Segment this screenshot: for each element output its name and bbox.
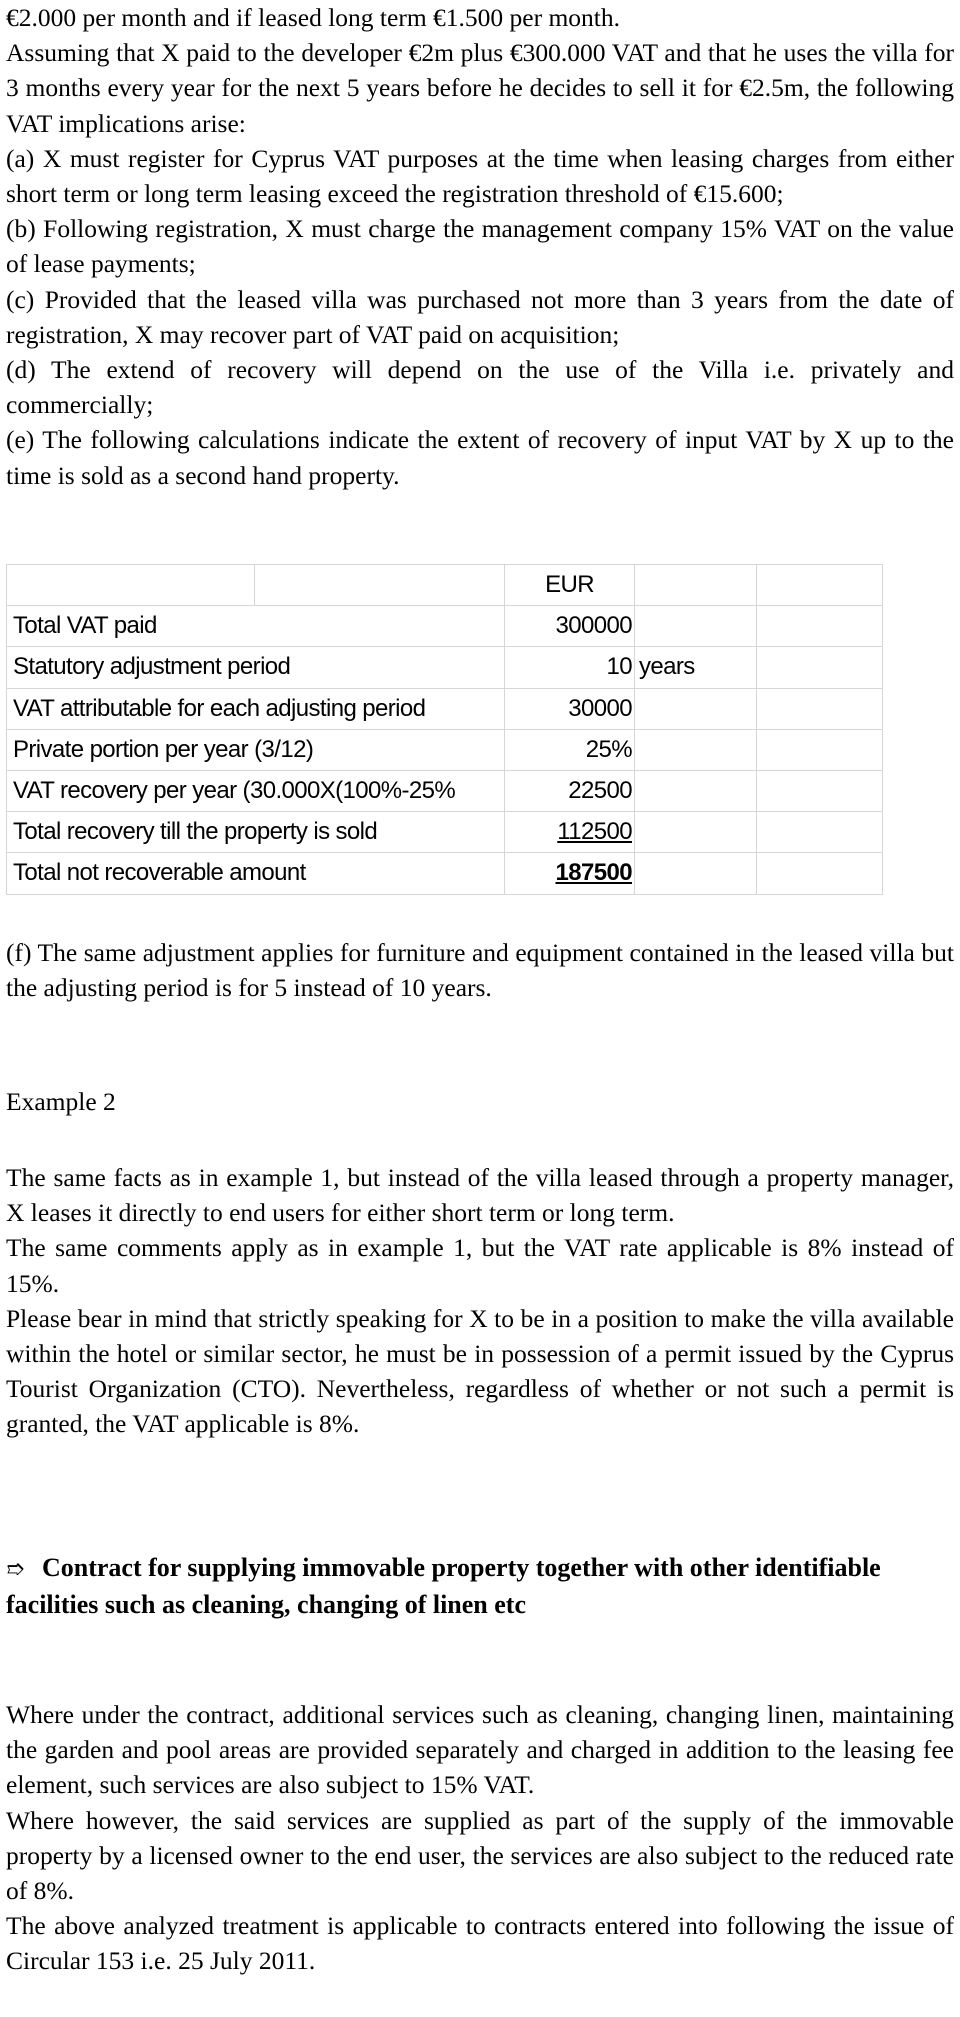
row-label: Total VAT paid	[7, 606, 505, 647]
row-value: 22500	[505, 770, 635, 811]
item-c: (c) Provided that the leased villa was purchased not more than 3 years from the date of registration, X may recover part of VAT paid on acquisition;	[6, 284, 954, 349]
item-f-section	[6, 935, 954, 1005]
row-value: 30000	[505, 688, 635, 729]
row-value: 25%	[505, 729, 635, 770]
example-2-section	[6, 1160, 954, 1442]
row-value: 187500	[505, 853, 635, 894]
example-2-title: Example 2	[6, 1087, 116, 1116]
example-2-paragraph-2: The same comments apply as in example 1, but the VAT rate applicable is 8% instead of 15%.	[6, 1233, 954, 1298]
item-b: (b) Following registration, X must charge the management company 15% VAT on the value of lease payments;	[6, 214, 954, 279]
item-f: (f) The same adjustment applies for furniture and equipment contained in the leased villa but the adjusting period is for 5 instead of 10 years.	[6, 938, 954, 1003]
vat-calculation-table	[6, 564, 882, 894]
row-label: Private portion per year (3/12)	[7, 729, 505, 770]
row-label: Statutory adjustment period	[7, 647, 505, 688]
table-row	[7, 606, 883, 647]
row-label: VAT recovery per year (30.000X(100%-25%	[7, 770, 505, 811]
item-a: (a) X must register for Cyprus VAT purposes at the time when leasing charges from either short term or long term leasing exceed the registration threshold of €15.600;	[6, 143, 954, 209]
example-2-paragraph-1: The same facts as in example 1, but instead of the villa leased through a property manager, X leases it directly to end users for either short term or long term.	[6, 1163, 954, 1228]
example-2-title-block	[6, 1084, 954, 1119]
row-unit: years	[635, 647, 757, 688]
closing-paragraph-2: Where however, the said services are supplied as part of the supply of the immovable property by a licensed owner to the end user, the services are also subject to the reduced rate of 8%.	[6, 1805, 954, 1906]
intro-line: €2.000 per month and if leased long term €1.500 per month.	[6, 3, 621, 32]
arrow-bullet-icon: ➱	[6, 1557, 25, 1582]
table-row	[7, 647, 883, 688]
row-label: VAT attributable for each adjusting period	[7, 688, 505, 729]
intro-paragraph: Assuming that X paid to the developer €2m plus €300.000 VAT and that he uses the villa for 3 months every year for the next 5 years before he decides to sell it for €2.5m, the following VAT implications arise:	[6, 38, 954, 138]
closing-section	[6, 1697, 954, 1979]
table-row	[7, 853, 883, 894]
table-row	[7, 770, 883, 811]
example-2-paragraph-3: Please bear in mind that strictly speaking for X to be in a position to make the villa available within the hotel or similar sector, he must be in possession of a permit issued by the Cyprus Tourist Organization (CTO). Nevertheless, regardless of whether or not such a permit is granted, the VAT applicable is 8%.	[6, 1303, 954, 1439]
table-row	[7, 729, 883, 770]
table-row	[7, 688, 883, 729]
table-row	[7, 812, 883, 853]
table-header-row	[7, 565, 883, 606]
closing-paragraph-1: Where under the contract, additional services such as cleaning, changing linen, maintaining the garden and pool areas are provided separately and charged in addition to the leasing fee element, such services are also subject to 15% VAT.	[6, 1700, 954, 1800]
contract-heading	[6, 1550, 954, 1622]
currency-header: EUR	[505, 565, 635, 606]
item-e: (e) The following calculations indicate the extent of recovery of input VAT by X up to the time is sold as a second hand property.	[6, 425, 954, 490]
closing-paragraph-3: The above analyzed treatment is applicable to contracts entered into following the issue of Circular 153 i.e. 25 July 2011.	[6, 1911, 954, 1976]
row-label: Total recovery till the property is sold	[7, 812, 505, 853]
item-d: (d) The extend of recovery will depend on the use of the Villa i.e. privately and commercially;	[6, 355, 954, 420]
intro-section	[6, 0, 954, 493]
row-label: Total not recoverable amount	[7, 853, 505, 894]
contract-heading-text: Contract for supplying immovable property together with other identifiable facilities such as cleaning, changing of linen etc	[6, 1553, 881, 1619]
row-value: 300000	[505, 606, 635, 647]
row-value: 112500	[505, 812, 635, 853]
row-value: 10	[505, 647, 635, 688]
